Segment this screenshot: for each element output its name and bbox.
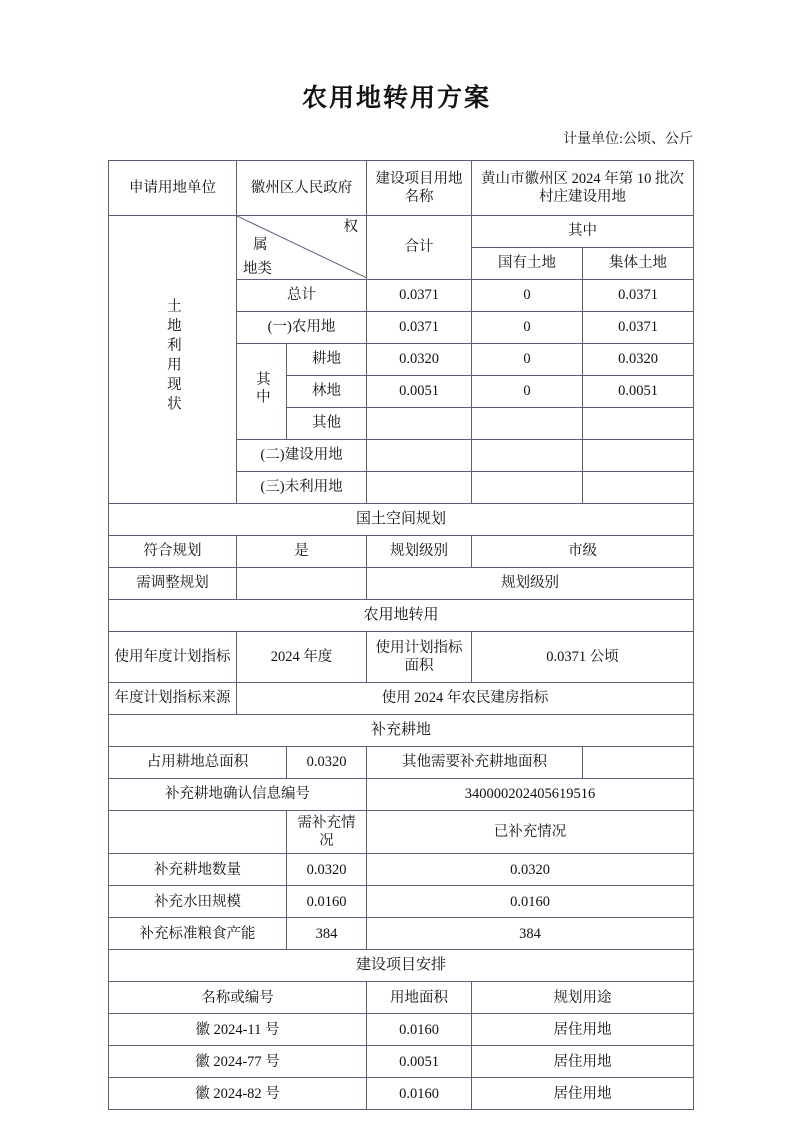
row-state bbox=[472, 440, 583, 472]
project-use: 居住用地 bbox=[472, 1014, 694, 1046]
adjust-value bbox=[237, 568, 367, 600]
row-done: 0.0320 bbox=[367, 854, 694, 886]
section-title-supplement: 补充耕地 bbox=[109, 715, 694, 747]
row-label: 其他 bbox=[287, 408, 367, 440]
project-label: 建设项目用地名称 bbox=[367, 161, 472, 216]
table-row-adjust bbox=[109, 568, 694, 600]
row-done: 0.0160 bbox=[367, 886, 694, 918]
row-total bbox=[367, 408, 472, 440]
plan-area-value: 0.0371 公顷 bbox=[472, 632, 694, 683]
table-row-landuse-head1 bbox=[109, 216, 694, 248]
row-label: 林地 bbox=[287, 376, 367, 408]
column-project-name: 名称或编号 bbox=[109, 982, 367, 1014]
table-row bbox=[109, 918, 694, 950]
row-label: 总计 bbox=[237, 280, 367, 312]
column-among: 其中 bbox=[472, 216, 694, 248]
row-need: 0.0320 bbox=[287, 854, 367, 886]
row-total: 0.0371 bbox=[367, 280, 472, 312]
table-row-applicant bbox=[109, 161, 694, 216]
row-label: 耕地 bbox=[287, 344, 367, 376]
column-done: 已补充情况 bbox=[367, 811, 694, 854]
table-row-confirm-no bbox=[109, 779, 694, 811]
row-total bbox=[367, 440, 472, 472]
row-label: (三)未利用地 bbox=[237, 472, 367, 504]
table-row bbox=[109, 1014, 694, 1046]
table-row-project-head bbox=[109, 982, 694, 1014]
landuse-side-label: 土地利用现状 bbox=[109, 216, 237, 504]
table-row-section bbox=[109, 600, 694, 632]
table-row bbox=[109, 886, 694, 918]
farmland-conversion-table bbox=[108, 160, 694, 1110]
other-need-value bbox=[583, 747, 694, 779]
conform-value: 是 bbox=[237, 536, 367, 568]
row-need: 384 bbox=[287, 918, 367, 950]
table-row bbox=[109, 854, 694, 886]
row-state bbox=[472, 408, 583, 440]
conform-label: 符合规划 bbox=[109, 536, 237, 568]
column-project-area: 用地面积 bbox=[367, 982, 472, 1014]
project-area: 0.0051 bbox=[367, 1046, 472, 1078]
row-collective bbox=[583, 408, 694, 440]
row-collective: 0.0320 bbox=[583, 344, 694, 376]
section-title-project-arrangement: 建设项目安排 bbox=[109, 950, 694, 982]
plan-index-value: 2024 年度 bbox=[237, 632, 367, 683]
row-state: 0 bbox=[472, 312, 583, 344]
column-collective-land: 集体土地 bbox=[583, 248, 694, 280]
table-row-plan-index bbox=[109, 632, 694, 683]
row-total: 0.0371 bbox=[367, 312, 472, 344]
plan-index-label: 使用年度计划指标 bbox=[109, 632, 237, 683]
row-total: 0.0051 bbox=[367, 376, 472, 408]
table-row bbox=[109, 1078, 694, 1110]
column-total: 合计 bbox=[367, 216, 472, 280]
project-area: 0.0160 bbox=[367, 1014, 472, 1046]
table-row-section bbox=[109, 950, 694, 982]
page-title: 农用地转用方案 bbox=[301, 85, 491, 112]
project-name: 徽 2024-11 号 bbox=[109, 1014, 367, 1046]
confirm-no-label: 补充耕地确认信息编号 bbox=[109, 779, 367, 811]
plan-level-value: 市级 bbox=[472, 536, 694, 568]
table-row-occupied bbox=[109, 747, 694, 779]
row-label: (一)农用地 bbox=[237, 312, 367, 344]
main-table-wrapper bbox=[0, 160, 793, 1110]
plan-area-label: 使用计划指标面积 bbox=[367, 632, 472, 683]
row-collective: 0.0371 bbox=[583, 312, 694, 344]
source-value: 使用 2024 年农民建房指标 bbox=[237, 683, 694, 715]
row-label: 补充水田规模 bbox=[109, 886, 287, 918]
row-state: 0 bbox=[472, 376, 583, 408]
project-name: 徽 2024-77 号 bbox=[109, 1046, 367, 1078]
row-collective bbox=[583, 472, 694, 504]
row-label: 补充标准粮食产能 bbox=[109, 918, 287, 950]
source-label: 年度计划指标来源 bbox=[109, 683, 237, 715]
section-title-spatial-plan: 国土空间规划 bbox=[109, 504, 694, 536]
row-state bbox=[472, 472, 583, 504]
landuse-diagonal-header bbox=[237, 216, 367, 280]
adjust-label: 需调整规划 bbox=[109, 568, 237, 600]
row-label: (二)建设用地 bbox=[237, 440, 367, 472]
row-done: 384 bbox=[367, 918, 694, 950]
table-row-section bbox=[109, 715, 694, 747]
section-title-conversion: 农用地转用 bbox=[109, 600, 694, 632]
row-state: 0 bbox=[472, 280, 583, 312]
row-total bbox=[367, 472, 472, 504]
table-row-section bbox=[109, 504, 694, 536]
supplement-empty-cell bbox=[109, 811, 287, 854]
row-label: 补充耕地数量 bbox=[109, 854, 287, 886]
project-name: 徽 2024-82 号 bbox=[109, 1078, 367, 1110]
applicant-value: 徽州区人民政府 bbox=[237, 161, 367, 216]
row-collective bbox=[583, 440, 694, 472]
column-project-use: 规划用途 bbox=[472, 982, 694, 1014]
diag-label-bottom: 地类 bbox=[243, 260, 272, 277]
table-row bbox=[109, 1046, 694, 1078]
row-state: 0 bbox=[472, 344, 583, 376]
diag-label-right: 权 bbox=[343, 219, 358, 235]
confirm-no-value: 340000202405619516 bbox=[367, 779, 694, 811]
table-row-supplement-head bbox=[109, 811, 694, 854]
occupied-label: 占用耕地总面积 bbox=[109, 747, 287, 779]
landuse-among-label: 其中 bbox=[237, 344, 287, 440]
column-need: 需补充情况 bbox=[287, 811, 367, 854]
adjust-level-label: 规划级别 bbox=[367, 568, 694, 600]
row-need: 0.0160 bbox=[287, 886, 367, 918]
other-need-label: 其他需要补充耕地面积 bbox=[367, 747, 583, 779]
plan-level-label: 规划级别 bbox=[367, 536, 472, 568]
project-use: 居住用地 bbox=[472, 1078, 694, 1110]
table-row-conform bbox=[109, 536, 694, 568]
applicant-label: 申请用地单位 bbox=[109, 161, 237, 216]
unit-note: 计量单位:公顷、公斤 bbox=[563, 132, 693, 147]
row-collective: 0.0051 bbox=[583, 376, 694, 408]
project-value: 黄山市徽州区 2024 年第 10 批次村庄建设用地 bbox=[472, 161, 694, 216]
project-area: 0.0160 bbox=[367, 1078, 472, 1110]
table-row-source bbox=[109, 683, 694, 715]
column-state-land: 国有土地 bbox=[472, 248, 583, 280]
row-total: 0.0320 bbox=[367, 344, 472, 376]
diag-label-mid: 属 bbox=[253, 237, 268, 253]
project-use: 居住用地 bbox=[472, 1046, 694, 1078]
row-collective: 0.0371 bbox=[583, 280, 694, 312]
occupied-value: 0.0320 bbox=[287, 747, 367, 779]
